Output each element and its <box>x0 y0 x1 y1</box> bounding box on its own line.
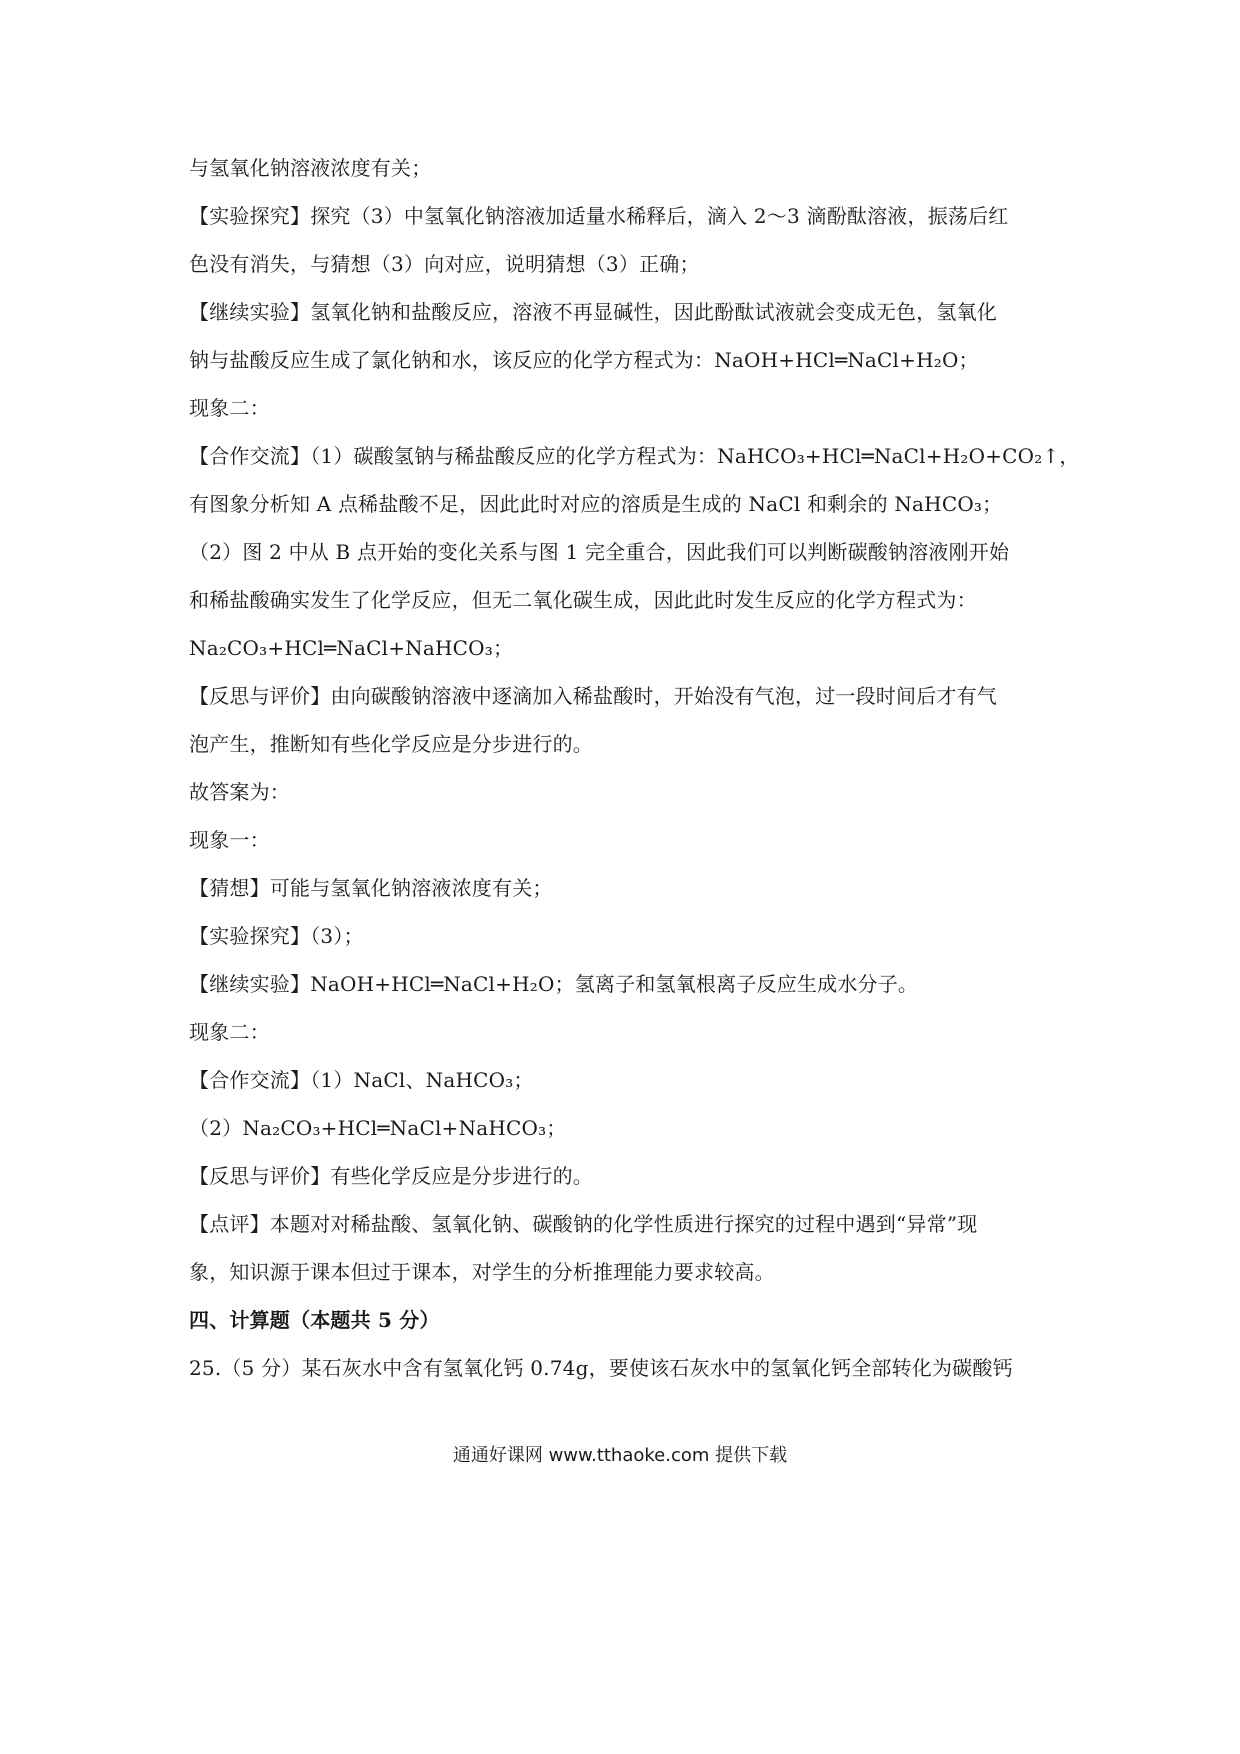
page-footer: 通通好课网 www.tthaoke.com 提供下载 <box>452 1445 788 1466</box>
text-line: 【实验探究】探究（3）中氢氧化钠溶液加适量水稀释后，滴入 2～3 滴酚酞溶液，振荡后红 <box>189 204 1009 228</box>
text-line: 和稀盐酸确实发生了化学反应，但无二氧化碳生成，因此此时发生反应的化学方程式为： <box>189 588 977 612</box>
text-line: Na₂CO₃+HCl═NaCl+NaHCO₃； <box>189 636 514 660</box>
text-line: （2）图 2 中从 B 点开始的变化关系与图 1 完全重合，因此我们可以判断碳酸钠溶液刚开始 <box>189 540 1010 564</box>
text-line: 【猜想】可能与氢氧化钠溶液浓度有关； <box>189 876 553 900</box>
text-line: 【点评】本题对对稀盐酸、氢氧化钠、碳酸钠的化学性质进行探究的过程中遇到“异常”现 <box>189 1212 978 1236</box>
text-line: 【继续实验】NaOH+HCl═NaCl+H₂O；氢离子和氢氧根离子反应生成水分子。 <box>189 972 919 996</box>
text-line: 故答案为： <box>189 780 290 804</box>
text-line: 【合作交流】（1）NaCl、NaHCO₃； <box>189 1068 534 1092</box>
text-line: 钠与盐酸反应生成了氯化钠和水，该反应的化学方程式为：NaOH+HCl═NaCl+H₂O； <box>189 348 979 372</box>
text-line: 【反思与评价】有些化学反应是分步进行的。 <box>189 1164 593 1188</box>
text-line: 现象二： <box>189 396 270 420</box>
text-line: 有图象分析知 A 点稀盐酸不足，因此此时对应的溶质是生成的 NaCl 和剩余的 NaHCO₃； <box>189 492 1003 516</box>
text-line: 象，知识源于课本但过于课本，对学生的分析推理能力要求较高。 <box>189 1260 775 1284</box>
text-line: 【合作交流】（1）碳酸氢钠与稀盐酸反应的化学方程式为：NaHCO₃+HCl═NaCl+H₂O+CO₂↑， <box>189 444 1080 468</box>
text-line: 泡产生，推断知有些化学反应是分步进行的。 <box>189 732 593 756</box>
text-line: 与氢氧化钠溶液浓度有关； <box>189 156 432 180</box>
question-25: 25.（5 分）某石灰水中含有氢氧化钙 0.74g，要使该石灰水中的氢氧化钙全部转化为碳酸钙 <box>189 1356 1013 1380</box>
text-line: 【反思与评价】由向碳酸钠溶液中逐滴加入稀盐酸时，开始没有气泡，过一段时间后才有气 <box>189 684 997 708</box>
text-line: 现象一： <box>189 828 270 852</box>
section-heading: 四、计算题（本题共 5 分） <box>189 1308 440 1332</box>
text-line: 色没有消失，与猜想（3）向对应，说明猜想（3）正确； <box>189 252 700 276</box>
text-line: 【实验探究】（3）； <box>189 924 364 948</box>
text-line: 现象二： <box>189 1020 270 1044</box>
text-line: （2）Na₂CO₃+HCl═NaCl+NaHCO₃； <box>189 1116 567 1140</box>
text-line: 【继续实验】氢氧化钠和盐酸反应，溶液不再显碱性，因此酚酞试液就会变成无色，氢氧化 <box>189 300 997 324</box>
